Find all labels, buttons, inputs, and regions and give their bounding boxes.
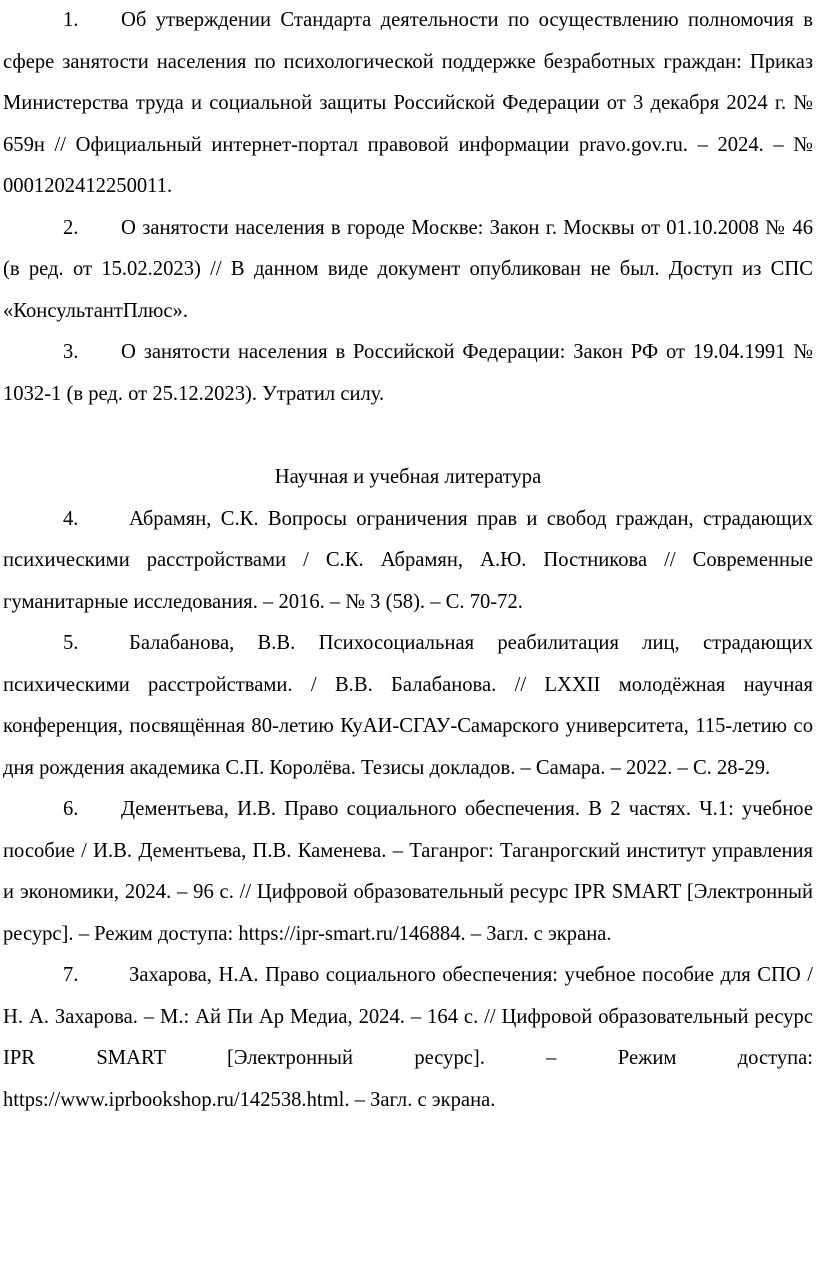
document-page — [3, 0, 813, 1121]
reference-text: Об утверждении Стандарта деятельности по осуществлению полномочия в сфере занятости населения по психологической поддержке безработных граждан: Приказ Министерства труда и социальной защиты Российской Федерации от 3 декабря 2024 г. № 659н // Официальный интернет-портал правовой информации pravo.gov.ru. – 2024. – № 0001202412250011. — [3, 9, 813, 197]
section-heading: Научная и учебная литература — [274, 466, 542, 488]
reference-entry-2 — [3, 208, 813, 333]
reference-text: Балабанова, В.В. Психосоциальная реабилитация лиц, страдающих психическими расстройствами. / В.В. Балабанова. // LXXII молодёжная научная конференция, посвящённая 80-летию КуАИ-СГАУ-Самарского университета, 115-летию со дня рождения академика С.П. Королёва. Тезисы докладов. – Самара. – 2022. – С. 28-29. — [3, 632, 813, 779]
reference-number: 6. — [63, 798, 79, 820]
reference-entry-5 — [3, 623, 813, 789]
reference-text: О занятости населения в городе Москве: Закон г. Москвы от 01.10.2008 № 46 (в ред. от 15.02.2023) // В данном виде документ опубликован не был. Доступ из СПС «КонсультантПлюс». — [3, 216, 813, 322]
reference-entry-7 — [3, 955, 813, 1121]
reference-number: 7. — [63, 964, 79, 986]
reference-text: Абрамян, С.К. Вопросы ограничения прав и свобод граждан, страдающих психическими расстройствами / С.К. Абрамян, А.Ю. Постникова // Современные гуманитарные исследования. – 2016. – № 3 (58). – С. 70-72. — [3, 507, 813, 613]
reference-entry-1 — [3, 0, 813, 208]
reference-text: О занятости населения в Российской Федерации: Закон РФ от 19.04.1991 № 1032-1 (в ред. от 25.12.2023). Утратил силу. — [3, 341, 813, 405]
reference-entry-6 — [3, 789, 813, 955]
reference-entry-4 — [3, 499, 813, 624]
reference-number: 4. — [63, 507, 79, 530]
reference-text: Захарова, Н.А. Право социального обеспечения: учебное пособие для СПО / Н. А. Захарова. – М.: Ай Пи Ар Медиа, 2024. – 164 с. // Цифровой образовательный ресурс IPR SMART [Электронный ресурс]. – Режим доступа: https://www.iprbookshop.ru/142538.html. – Загл. с экрана. — [3, 964, 813, 1111]
reference-number: 1. — [63, 9, 79, 31]
reference-text: Дементьева, И.В. Право социального обеспечения. В 2 частях. Ч.1: учебное пособие / И.В. Дементьева, П.В. Каменева. – Таганрог: Таганрогский институт управления и экономики, 2024. – 96 с. // Цифровой образовательный ресурс IPR SMART [Электронный ресурс]. – Режим доступа: https://ipr-smart.ru/146884. – Загл. с экрана. — [3, 798, 813, 945]
section-spacer — [3, 415, 813, 457]
reference-number: 3. — [63, 341, 79, 363]
reference-number: 5. — [63, 632, 79, 654]
reference-number: 2. — [63, 216, 79, 239]
reference-entry-3 — [3, 332, 813, 415]
